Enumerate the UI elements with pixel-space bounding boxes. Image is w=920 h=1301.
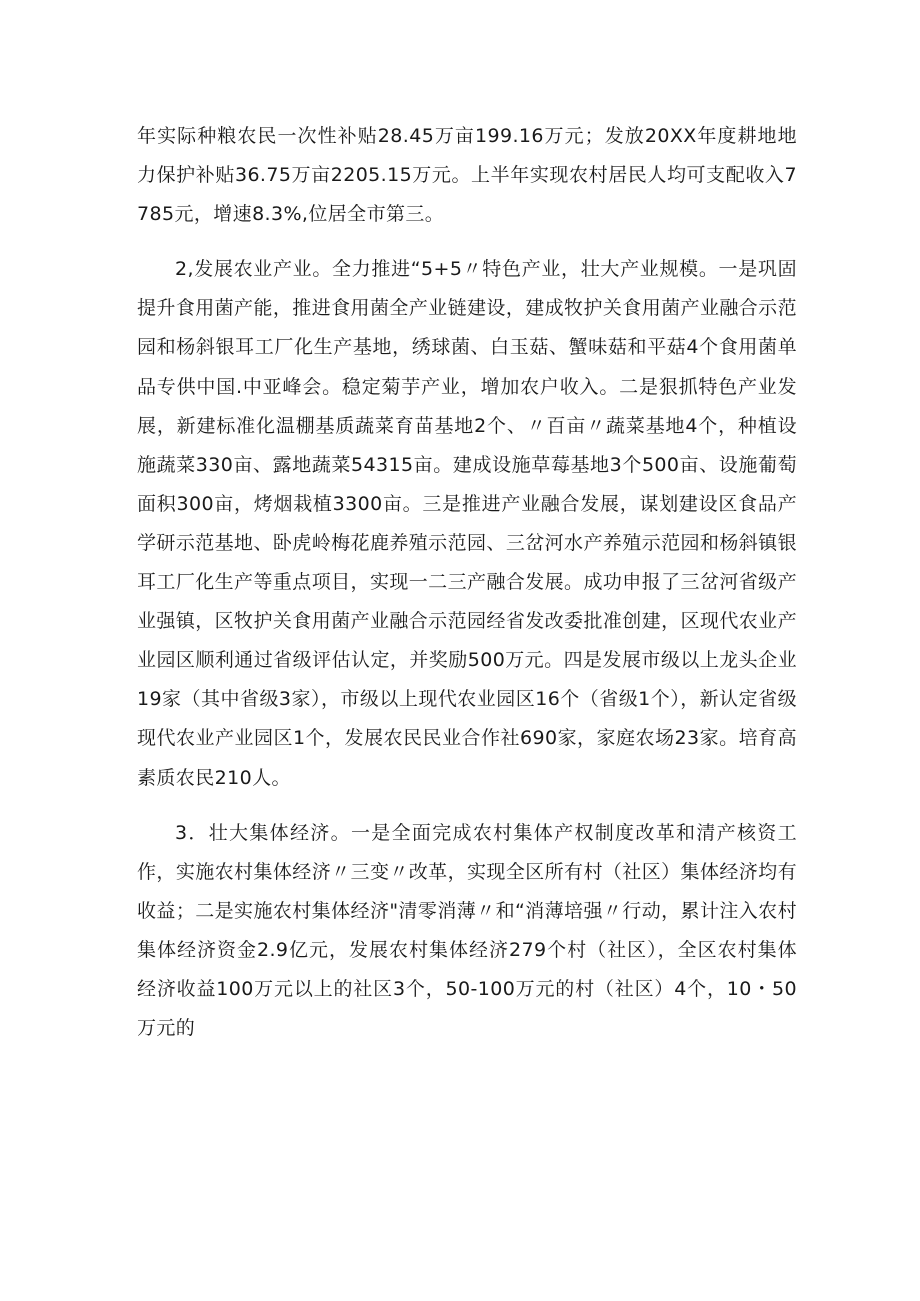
paragraph-gap [137, 234, 797, 250]
paragraph-collective-economy: 3．壮大集体经济。一是全面完成农村集体产权制度改革和清产核资工作，实施农村集体经济〃三变〃改革，实现全区所有村（社区）集体经济均有收益；二是实施农村集体经济"清零消薄〃和“消薄培强〃行动，累计注入农村集体经济资金2.9亿元，发展农村集体经济279个村（社区），全区农村集体经济收益100万元以上的社区3个，50-100万元的村（社区）4个，10・50万元的 [137, 821, 797, 1040]
paragraph-agriculture-industry: 2,发展农业产业。全力推进“5+5〃特色产业，壮大产业规模。一是巩固提升食用菌产能，推进食用菌全产业链建设，建成牧护关食用菌产业融合示范园和杨斜银耳工厂化生产基地，绣球菌、白玉菇、蟹味菇和平菇4个食用菌单品专供中国.中亚峰会。稳定菊芋产业，增加农户收入。二是狠抓特色产业发展，新建标准化温棚基质蔬菜育苗基地2个、〃百亩〃蔬菜基地4个，种植设施蔬菜330亩、露地蔬菜54315亩。建成设施草莓基地3个500亩、设施葡萄面积300亩，烤烟栽植3300亩。三是推进产业融合发展，谋划建设区食品产学研示范基地、卧虎岭梅花鹿养殖示范园、三岔河水产养殖示范园和杨斜镇银耳工厂化生产等重点项目，实现一二三产融合发展。成功申报了三岔河省级产业强镇，区牧护关食用菌产业融合示范园经省发改委批准创建，区现代农业产业园区顺利通过省级评估认定，并奖励500万元。四是发展市级以上龙头企业19家（其中省级3家），市级以上现代农业园区16个（省级1个），新认定省级现代农业产业园区1个，发展农民民业合作社690家，家庭农场23家。培育高素质农民210人。 [137, 258, 797, 789]
paragraph-gap [137, 798, 797, 814]
paragraph-subsidy-summary: 年实际种粮农民一次性补贴28.45万亩199.16万元；发放20XX年度耕地地力保护补贴36.75万亩2205.15万元。上半年实现农村居民人均可支配收入7785元，增速8.3%,位居全市第三。 [137, 125, 797, 226]
document-body [137, 117, 797, 1048]
